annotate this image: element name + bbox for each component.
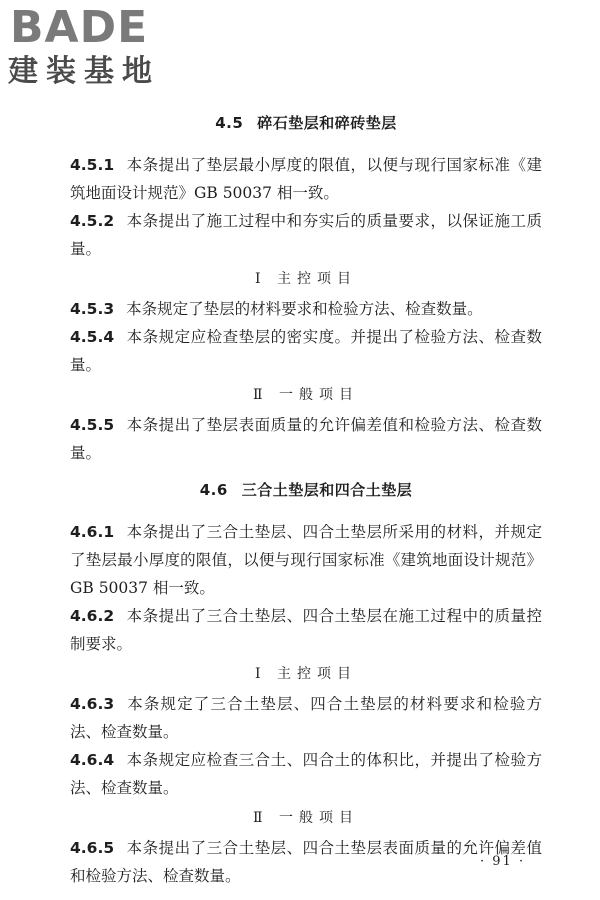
clause-text: 本条规定了三合土垫层、四合土垫层的材料要求和检验方法、检查数量。	[70, 695, 542, 741]
clause-number: 4.6.5	[70, 839, 115, 857]
clause	[70, 834, 542, 890]
clause-text: 本条提出了垫层表面质量的允许偏差值和检验方法、检查数量。	[70, 416, 542, 462]
section-number: 4.5	[215, 114, 244, 132]
clause	[70, 323, 542, 379]
clause-number: 4.6.4	[70, 751, 115, 769]
clause-text: 本条规定了垫层的材料要求和检验方法、检查数量。	[126, 300, 483, 318]
section-title	[70, 479, 542, 500]
clause	[70, 295, 542, 323]
subsection-heading: Ⅰ 主控项目	[255, 271, 357, 287]
clause-text: 本条规定应检查垫层的密实度。并提出了检验方法、检查数量。	[70, 328, 542, 374]
subsection-heading: Ⅱ 一般项目	[253, 387, 359, 403]
clause	[70, 518, 542, 602]
clause-number: 4.5.4	[70, 328, 115, 346]
page-number: · 91 ·	[480, 854, 526, 869]
clause-number: 4.6.2	[70, 607, 115, 625]
clause-text: 本条规定应检查三合土、四合土的体积比，并提出了检验方法、检查数量。	[70, 751, 542, 797]
clause-text: 本条提出了垫层最小厚度的限值，以便与现行国家标准《建筑地面设计规范》GB 50037 相一致。	[70, 156, 542, 202]
logo-brand: BADE	[10, 2, 149, 53]
clause-text: 本条提出了三合土垫层、四合土垫层表面质量的允许偏差值和检验方法、检查数量。	[70, 839, 542, 885]
clause	[70, 207, 542, 263]
clause-text: 本条提出了施工过程中和夯实后的质量要求，以保证施工质量。	[70, 212, 542, 258]
logo-subtitle: 建装基地	[8, 54, 160, 89]
section-heading: 碎石垫层和碎砖垫层	[257, 114, 397, 132]
subsection-heading: Ⅱ 一般项目	[253, 810, 359, 826]
logo	[8, 2, 178, 92]
clause-number: 4.5.1	[70, 156, 115, 174]
section-heading: 三合土垫层和四合土垫层	[241, 481, 413, 499]
clause-number: 4.5.2	[70, 212, 115, 230]
section-title	[70, 112, 542, 133]
subsection-heading: Ⅰ 主控项目	[255, 666, 357, 682]
document-body	[70, 104, 542, 890]
clause-number: 4.6.3	[70, 695, 115, 713]
clause-text: 本条提出了三合土垫层、四合土垫层在施工过程中的质量控制要求。	[70, 607, 542, 653]
clause-number: 4.6.1	[70, 523, 115, 541]
clause	[70, 690, 542, 746]
clause	[70, 151, 542, 207]
section-number: 4.6	[199, 481, 228, 499]
clause-number: 4.5.3	[70, 300, 115, 318]
clause-number: 4.5.5	[70, 416, 115, 434]
clause	[70, 602, 542, 658]
clause	[70, 411, 542, 467]
clause	[70, 746, 542, 802]
clause-text: 本条提出了三合土垫层、四合土垫层所采用的材料，并规定了垫层最小厚度的限值，以便与现行国家标准《建筑地面设计规范》GB 50037 相一致。	[70, 523, 542, 597]
